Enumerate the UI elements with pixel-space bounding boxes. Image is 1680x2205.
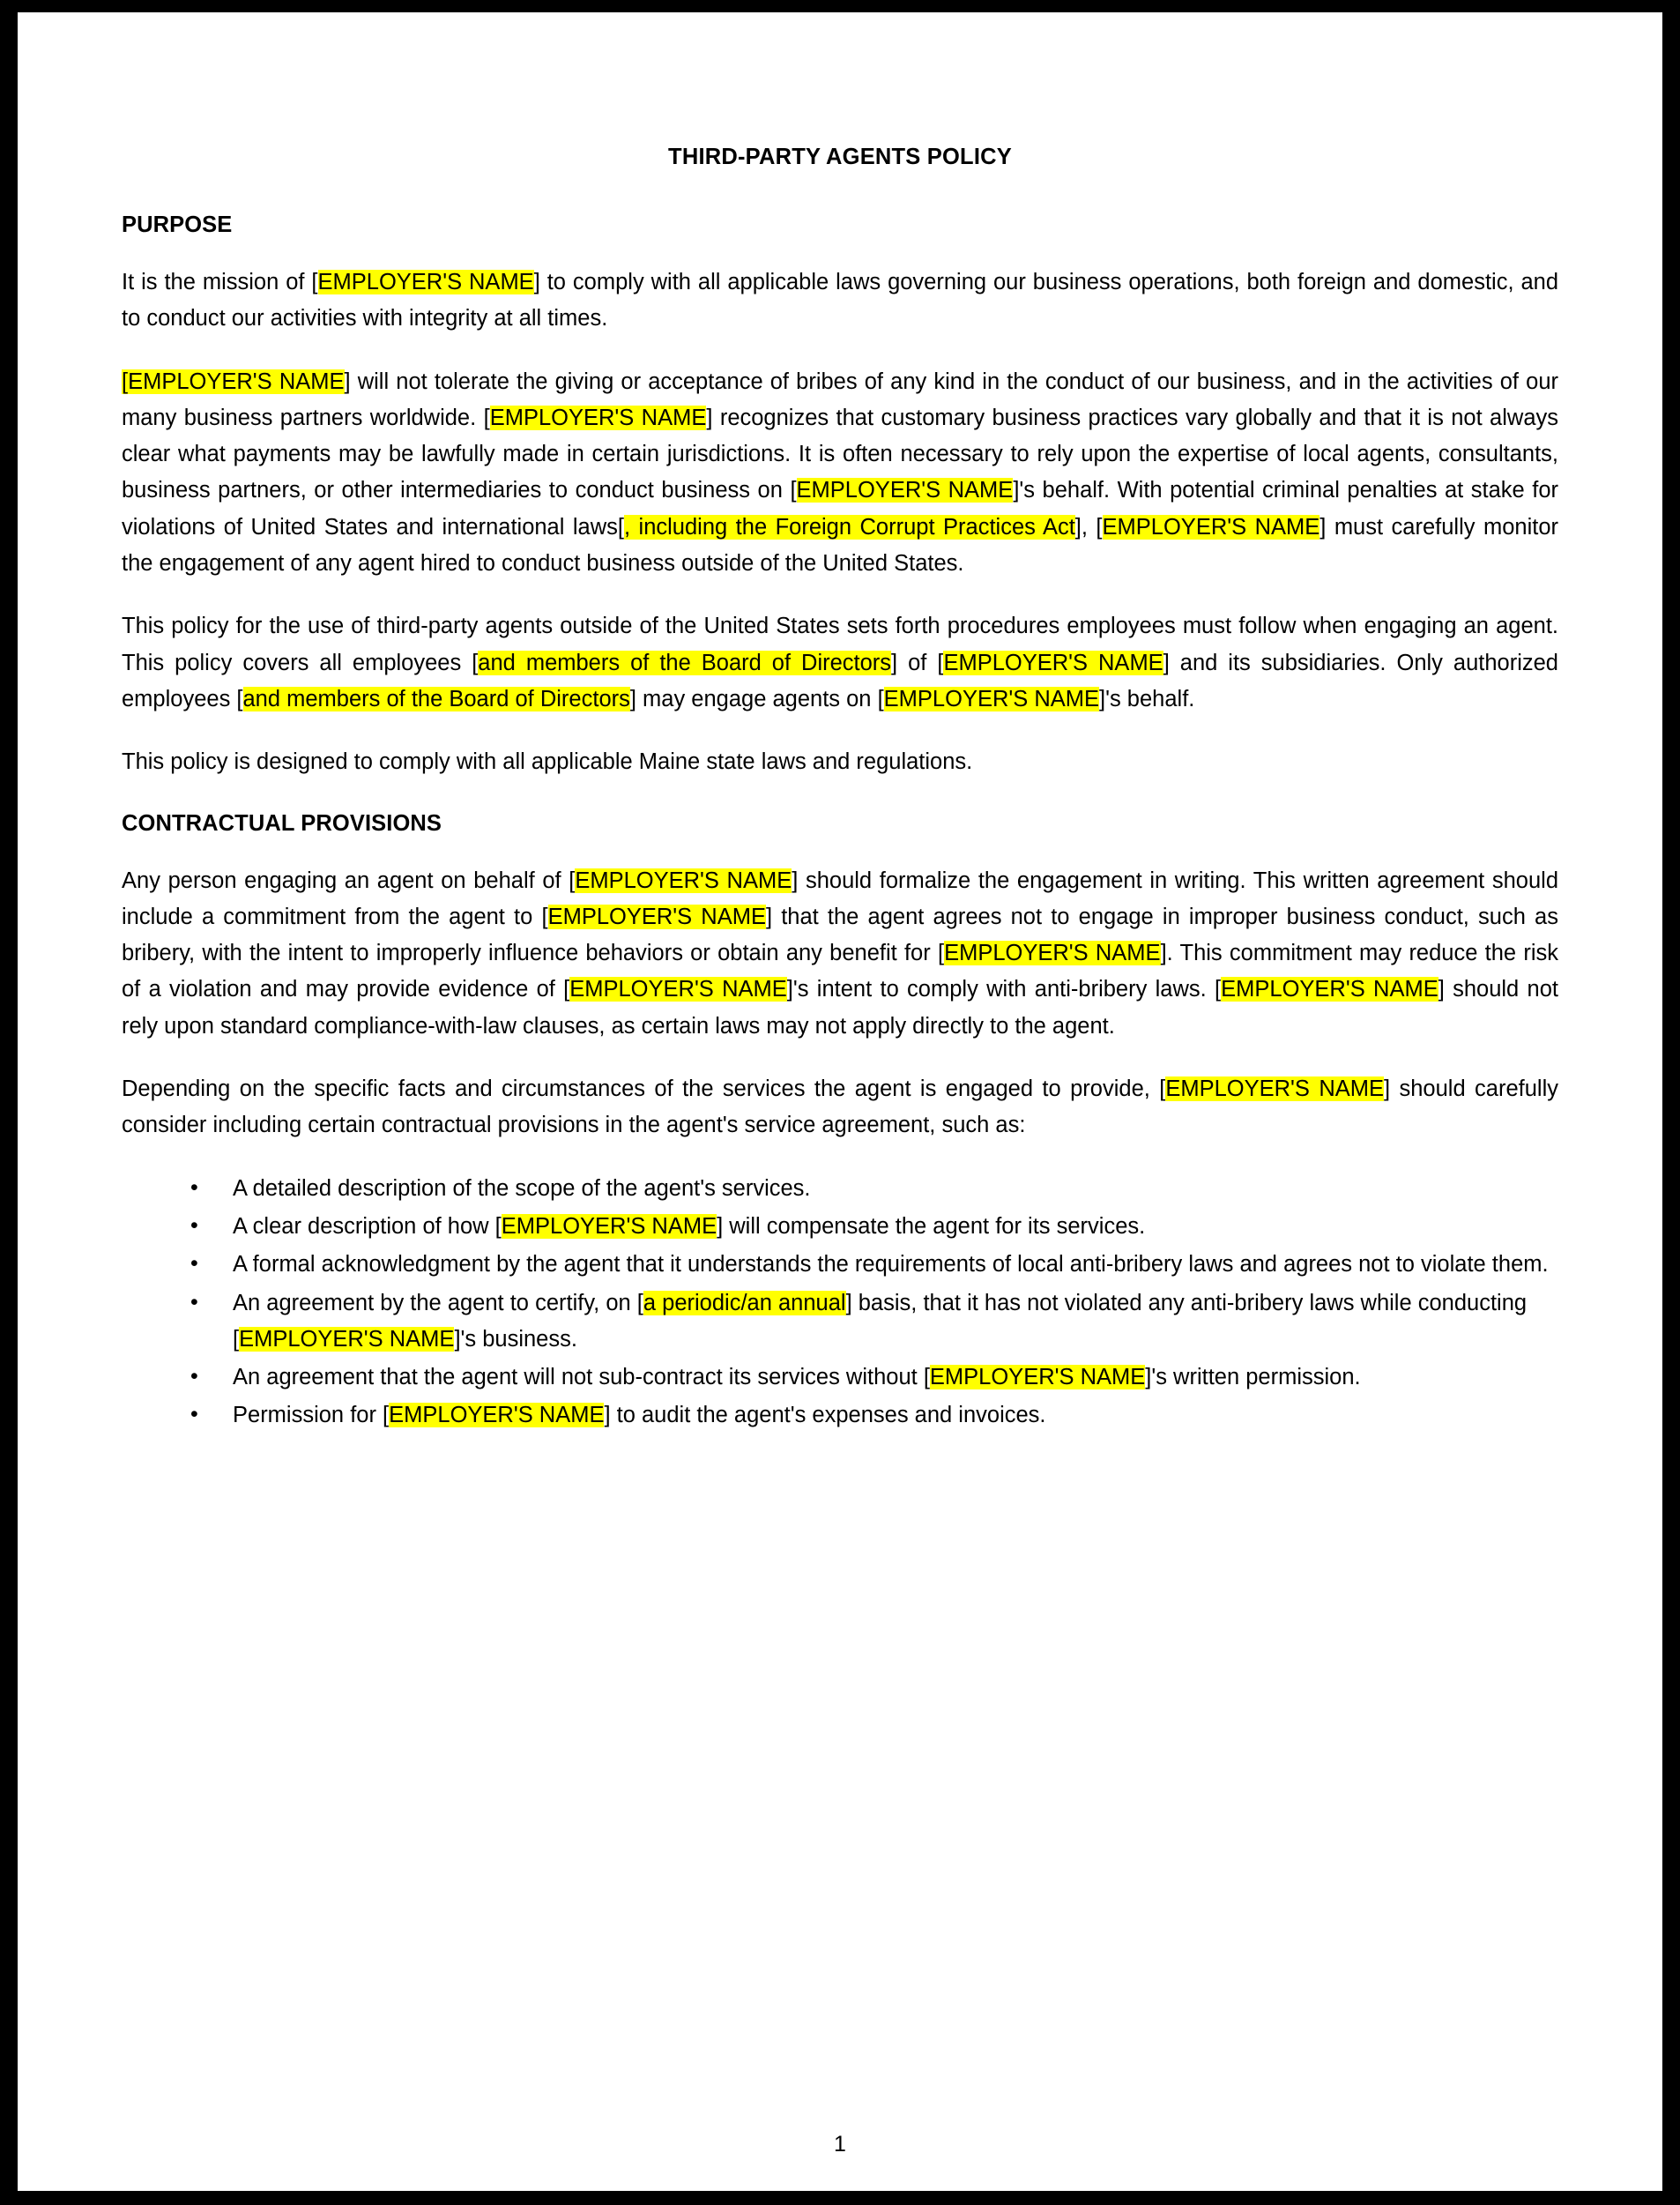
placeholder-employer-name: EMPLOYER'S NAME [1165, 1076, 1384, 1102]
text-run: This policy for the use of third-party agents outside of the United States sets forth procedures employees must follow when engaging an agent. This policy covers all employees [ [122, 614, 1558, 675]
text-run: An agreement by the agent to certify, on [ [233, 1290, 643, 1315]
text-run: ]'s written permission. [1145, 1365, 1361, 1390]
list-item [164, 1285, 1558, 1359]
paragraph-mission [122, 264, 1558, 338]
document-page [18, 12, 1662, 2191]
text-run: [ [122, 369, 129, 394]
placeholder-employer-name: EMPLOYER'S NAME [489, 405, 707, 430]
placeholder-board-of-directors: and members of the Board of Directors [478, 650, 892, 675]
text-run: ] that the agent agrees not to engage in improper business conduct, such as bribery, with the intent to improperly influence behaviors or obtain any benefit for [ [122, 904, 1558, 966]
placeholder-employer-name: EMPLOYER'S NAME [944, 941, 1161, 966]
paragraph-bribes [122, 364, 1558, 583]
text-run: ] will compensate the agent for its services. [717, 1213, 1146, 1239]
text-run: ], [ [1074, 514, 1103, 540]
text-run: ] recognizes that customary business practices vary globally and that it is not always clear what payments may be lawfully made in certain jurisdictions. It is often necessary to rely upon the expertise of local agents, consultants, business partners, or other intermediaries to conduct business on [ [122, 405, 1558, 503]
text-run: ]'s intent to comply with anti-bribery laws. [ [786, 977, 1222, 1002]
placeholder-employer-name: EMPLOYER'S NAME [883, 686, 1100, 711]
provisions-list [122, 1171, 1558, 1434]
text-run: ] may engage agents on [ [629, 686, 884, 711]
placeholder-employer-name: EMPLOYER'S NAME [575, 868, 792, 893]
text-run: ] should formalize the engagement in writing. This written agreement should include a commitment from the agent to [ [122, 868, 1558, 929]
page-number: 1 [834, 2132, 846, 2157]
placeholder-fcpa: including the Foreign Corrupt Practices Act [638, 514, 1075, 540]
text-run: ] should not rely upon standard compliance-with-law clauses, as certain laws may not apply directly to the agent. [122, 977, 1558, 1039]
list-item [164, 1360, 1558, 1396]
text-run: Permission for [ [233, 1403, 390, 1428]
placeholder-employer-name: EMPLOYER'S NAME [796, 478, 1014, 503]
placeholder-employer-name: EMPLOYER'S NAME [943, 650, 1163, 675]
placeholder-periodic-annual: a periodic/an annual [643, 1290, 846, 1315]
text-run: ] to comply with all applicable laws governing our business operations, both foreign and domestic, and to conduct our activities with integrity at all times. [122, 270, 1559, 331]
text-run: ]'s behalf. [1099, 686, 1195, 711]
placeholder-employer-name: EMPLOYER'S NAME [569, 977, 787, 1002]
text-run: ] should carefully consider including certain contractual provisions in the agent's service agreement, such as: [122, 1076, 1558, 1138]
text-run: It is the mission of [ [122, 270, 318, 294]
text-run: , [623, 514, 639, 540]
text-run: A formal acknowledgment by the agent that it understands the requirements of local anti-bribery laws and agrees not to violate them. [233, 1252, 1549, 1278]
placeholder-employer-name: EMPLOYER'S NAME [501, 1213, 717, 1239]
list-item [164, 1209, 1558, 1245]
text-run: ] basis, that it has not violated any anti-bribery laws while conducting [ [233, 1290, 1528, 1352]
text-run: An agreement that the agent will not sub-contract its services without [ [233, 1365, 930, 1390]
text-run: ] of [ [891, 650, 944, 675]
text-run: ]'s behalf. With potential criminal penalties at stake for violations of United States and international laws[ [122, 478, 1559, 540]
text-run: A clear description of how [ [233, 1213, 502, 1239]
placeholder-employer-name: EMPLOYER'S NAME [547, 904, 766, 929]
text-run: ] to audit the agent's expenses and invoices. [604, 1403, 1046, 1428]
placeholder-employer-name: EMPLOYER'S NAME [929, 1365, 1146, 1390]
section-heading-purpose: PURPOSE [122, 212, 233, 237]
text-run: ]. This commitment may reduce the risk of a violation and may provide evidence of [ [122, 941, 1558, 1002]
placeholder-employer-name: EMPLOYER'S NAME [128, 369, 345, 394]
paragraph-written-agreement [122, 863, 1558, 1045]
page-title: THIRD-PARTY AGENTS POLICY [668, 145, 1012, 169]
placeholder-board-of-directors: and members of the Board of Directors [242, 686, 630, 711]
paragraph-maine-compliance: This policy is designed to comply with all applicable Maine state laws and regulations. [122, 749, 973, 775]
placeholder-employer-name: EMPLOYER'S NAME [239, 1326, 455, 1352]
placeholder-employer-name: EMPLOYER'S NAME [389, 1403, 605, 1428]
text-run: ] and its subsidiaries. Only authorized employees [ [122, 650, 1558, 711]
placeholder-employer-name: EMPLOYER'S NAME [317, 270, 534, 294]
list-item [164, 1397, 1558, 1434]
text-run: Depending on the specific facts and circumstances of the services the agent is engaged to provide, [ [122, 1076, 1166, 1102]
list-item [164, 1247, 1558, 1283]
text-run: A detailed description of the scope of the agent's services. [233, 1175, 811, 1201]
placeholder-employer-name: EMPLOYER'S NAME [1102, 514, 1320, 540]
placeholder-employer-name: EMPLOYER'S NAME [1221, 977, 1438, 1002]
text-run: ] must carefully monitor the engagement of any agent hired to conduct business outside of the United States. [122, 514, 1558, 577]
paragraph-provisions-intro [122, 1071, 1558, 1144]
text-run: ]'s business. [454, 1326, 577, 1352]
text-run: ] will not tolerate the giving or acceptance of bribes of any kind in the conduct of our business, and in the activities of our many business partners worldwide. [ [122, 369, 1558, 430]
paragraph-policy-scope [122, 608, 1558, 718]
section-heading-contractual-provisions: CONTRACTUAL PROVISIONS [122, 810, 442, 836]
text-run: Any person engaging an agent on behalf of [ [122, 868, 576, 893]
list-item [164, 1171, 1558, 1207]
